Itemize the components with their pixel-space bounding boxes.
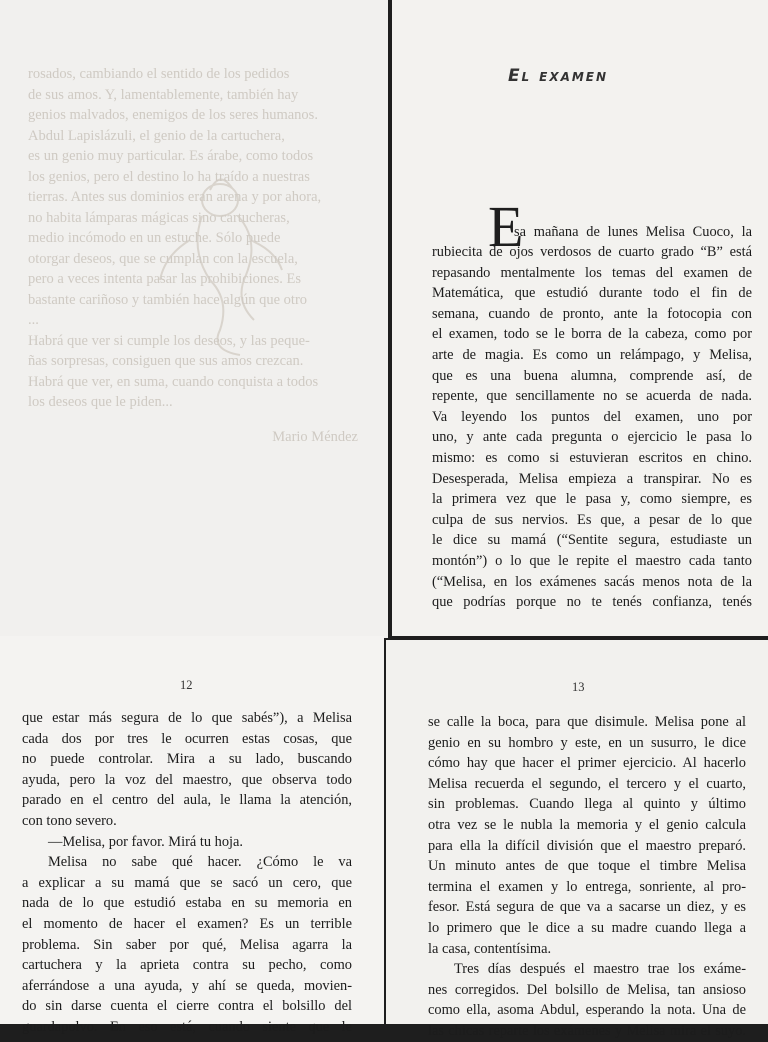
page-top-right (392, 0, 768, 636)
faded-line: tierras. Antes sus dominios eran arena y por ahora, (28, 189, 322, 205)
faded-line: es un genio muy particular. Es árabe, como todos (28, 148, 314, 164)
faded-line: Abdul Lapislázuli, el genio de la cartuchera, (28, 127, 285, 144)
faded-line: pero a veces intenta pasar las prohibiciones. Es (28, 271, 301, 287)
text-line: termina el examen y lo entrega, sonriente, al pro- (428, 878, 746, 895)
text-line: para ella la difícil división que el maestro preparó. (428, 837, 746, 854)
text-line: Melisa recuerda el segundo, el tercero y el cuarto, (428, 775, 746, 792)
text-line: parado en el centro del aula, le llama la atención, (22, 792, 352, 809)
body-text (428, 712, 746, 1042)
faded-line: genios malvados, enemigos de los seres humanos. (28, 107, 318, 123)
author-signature: Mario Méndez (272, 428, 358, 445)
text-line: Tres días después el maestro trae los exáme- (454, 961, 746, 978)
faded-line: no habita lámparas mágicas sino cartucheras, (28, 209, 290, 226)
text-line: mismo: es como si estuvieran escritos en chino. (432, 449, 752, 466)
text-line: cartuchera y la aprieta contra su pecho, como (22, 957, 352, 974)
faded-text-block (28, 64, 358, 447)
body-text (22, 708, 352, 1038)
chapter-title: El examen (507, 66, 609, 86)
text-line: (“Melisa, en los exámenes sacás menos nota de la (432, 573, 752, 590)
text-line: la primera vez que le pasa y, como siempre, es (432, 491, 752, 508)
text-line: Desesperada, Melisa empieza a transpirar. No es (432, 470, 752, 487)
text-line: ayuda, pero la voz del maestro, que observa todo (22, 771, 352, 788)
text-line: cómo hay que hacer el primer ejercicio. Al hacerlo (428, 755, 746, 772)
text-line: nes corregidos. Del bolsillo de Melisa, tan ansioso (428, 981, 746, 998)
text-line: otra vez se le nubla la memoria y el genio calcula (428, 816, 746, 833)
page-number: 13 (572, 680, 585, 694)
text-line: semana, cuando de pronto, ante la fotocopia con (432, 305, 752, 322)
page-13 (386, 640, 768, 1039)
text-line: arte de magia. Es como un relámpago, y Melisa, (432, 346, 752, 363)
text-line: le dice su mamá (“Sentite segura, estudiaste un (432, 532, 752, 549)
text-line: que podrías porque no te tenés confianza, tenés (432, 594, 752, 611)
text-line: —Melisa, por favor. Mirá tu hoja. (48, 833, 244, 850)
text-line: cada dos por tres le ocurren estas cosas, que (22, 730, 352, 747)
faded-line: ... (28, 312, 39, 328)
text-line: montón”) o lo que le repite el maestro cada tanto (432, 552, 752, 569)
text-line: con tono severo. (22, 812, 117, 829)
faded-line: ñas sorpresas, consiguen que sus amos crezcan. (28, 353, 304, 369)
faded-line: rosados, cambiando el sentido de los pedidos (28, 66, 290, 82)
text-line: se calle la boca, para que disimule. Melisa pone al (428, 714, 746, 730)
faded-line: Habrá que ver si cumple los deseos, y las peque- (28, 332, 310, 349)
text-line: lo primero que le dice a su madre cuando llega a (428, 919, 746, 936)
text-line: do sin darse cuenta el cierre contra el bolsillo del (22, 998, 352, 1015)
page-12 (0, 636, 384, 1035)
text-line: genio en su hombro y este, en un susurro, le dice (428, 734, 746, 751)
text-line: el examen, todo se le borra de la cabeza, como por (432, 326, 752, 343)
faded-line: los genios, pero el destino lo ha traído a nuestras (28, 168, 310, 185)
text-line: el momento de hacer el examen? Es un terrible (22, 915, 352, 932)
page-number: 12 (180, 678, 193, 692)
text-line: nada de lo que estudió estaba en su memoria en (22, 895, 352, 912)
text-line: Melisa no sabe qué hacer. ¿Cómo le va (48, 854, 352, 871)
faded-line: los deseos que le piden... (28, 394, 173, 410)
text-line: Un minuto antes de que toque el timbre Melisa (428, 858, 746, 875)
faded-line: otorgar deseos, que se cumplan con la escuela, (28, 250, 298, 267)
text-line: Matemática, que estudió durante todo el fin de (432, 285, 752, 302)
text-line: no puede controlar. Mira a su lado, buscando (22, 751, 352, 768)
body-text (432, 242, 752, 613)
faded-line: bastante cariñoso y también hace algún que otro (28, 291, 308, 308)
text-line: sa mañana de lunes Melisa Cuoco, la (514, 224, 752, 240)
text-line: culpa de sus nervios. Es que, a pesar de lo que (432, 511, 752, 528)
text-line: las chicas reparte los exámenes y Melisa mira el suyo. (428, 1022, 746, 1039)
text-line: guardapolvo. En eso está, cuando siente que le (22, 1018, 352, 1035)
faded-line: medio incómodo en un estuche. Sólo puede (28, 230, 281, 246)
faded-line: Habrá que ver, en suma, cuando conquista a todos (28, 373, 319, 390)
drop-cap: E (488, 194, 524, 259)
text-line: que es una buena alumna, comprende así, de (432, 367, 752, 384)
text-line: la casa, contentísima. (428, 940, 552, 957)
text-line: a explicar a su mamá que se sacó un cero, que (22, 874, 352, 891)
faded-line: de sus amos. Y, lamentablemente, también hay (28, 86, 299, 103)
text-line: Va leyendo los puntos del examen, uno por (432, 408, 752, 425)
text-line: rubiecita de ojos verdosos de cuarto grado “B” está (432, 244, 752, 260)
text-line: que estar más segura de lo que sabés”), a Melisa (22, 710, 352, 726)
text-line: aferrándose a una ayuda, y ahí se queda, movien- (22, 977, 352, 994)
text-line: sin problemas. Cuando llega al quinto y último (428, 796, 746, 813)
text-line: uno, y ante cada pregunta o ejercicio le pasa lo (432, 429, 752, 446)
page-top-left (0, 0, 388, 638)
text-line: problema. Sin saber por qué, Melisa agarra la (22, 936, 352, 953)
text-line: como ella, asoma Abdul, esperando la nota. Una de (428, 1002, 746, 1019)
text-line: fesor. Está segura de que va a sacarse un diez, y es (428, 899, 746, 916)
text-line: repente, que sencillamente no se acuerda de nada. (432, 388, 752, 405)
text-line: repasando mentalmente los temas del examen de (432, 264, 752, 281)
first-line (514, 222, 752, 243)
